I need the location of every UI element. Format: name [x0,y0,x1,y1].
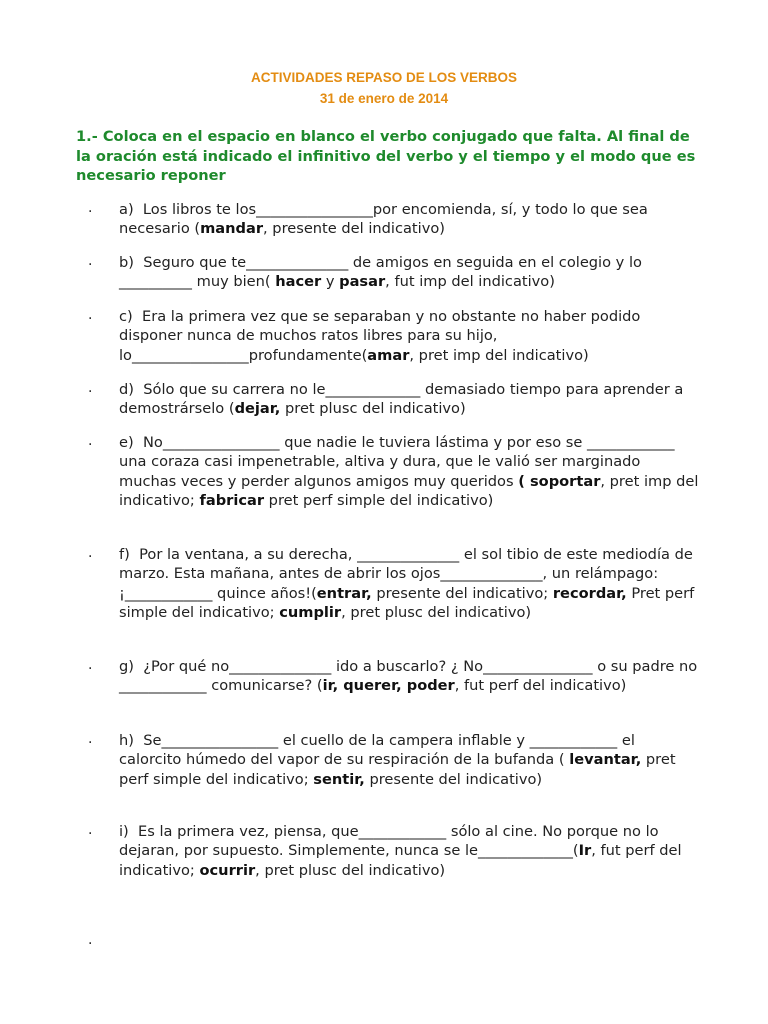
verb-infinitive: ( soportar [518,472,601,490]
document-title: ACTIVIDADES REPASO DE LOS VERBOS [250,70,518,85]
item-label: f) [119,546,130,563]
item-text: Por la ventana, a su derecha, ______________ el sol tibio de este mediodía de marzo. Esta mañana, antes de abrir los ojos______________, un relámpago: ¡____________ quince años!( [119,546,693,602]
item-label: g) [119,658,134,675]
verb-infinitive: sentir, [313,770,365,788]
exercise-instruction: 1.- Coloca en el espacio en blanco el verbo conjugado que falta. Al final de la oración está indicado el infinitivo del verbo y el tiempo y el modo que es necesario reponer [76,128,696,184]
exercise-item [119,433,699,510]
item-text: , fut perf del indicativo; [119,842,682,879]
verb-infinitive: ocurrir [199,861,256,879]
item-text: presente del indicativo; [371,584,553,602]
verb-infinitive: entrar, [316,584,372,602]
verb-infinitive: mandar [200,220,264,238]
verb-infinitive: ir, querer, poder [322,677,455,695]
item-text: , presente del indicativo) [263,220,445,238]
exercise-item [119,731,699,789]
list-bullet: . [88,545,93,561]
verb-infinitive: recordar, [552,584,627,602]
item-text: pret perf simple del indicativo) [264,491,494,509]
item-text: presente del indicativo) [364,770,543,788]
list-bullet: . [88,433,93,449]
item-text: No________________ que nadie le tuviera lástima y por eso se ____________ una coraza casi impenetrable, altiva y dura, que le valió ser marginado muchas veces y perder algunos amigos muy queridos [119,434,675,490]
verb-infinitive: pasar [339,273,386,291]
item-text: Los libros te los________________por encomienda, sí, y todo lo que sea necesario ( [119,201,648,238]
exercise-item [119,253,699,292]
item-label: b) [119,254,134,271]
list-bullet: . [88,253,93,269]
list-bullet: . [88,731,93,747]
exercise-item [119,545,699,622]
item-label: e) [119,434,134,451]
item-text: Es la primera vez, piensa, que____________ sólo al cine. No porque no lo dejaran, por supuesto. Simplemente, nunca se le_____________( [119,823,659,860]
item-label: d) [119,381,134,398]
list-bullet: . [88,822,93,838]
item-text: pret perf simple del indicativo; [119,751,676,788]
verb-infinitive: Ir [578,842,592,860]
item-text: Era la primera vez que se separaban y no obstante no haber podido disponer nunca de muchos ratos libres para su hijo, lo________________profundamente( [119,308,641,364]
item-text: ¿Por qué no______________ ido a buscarlo? ¿ No_______________ o su padre no ____________ comunicarse? ( [119,658,698,695]
verb-infinitive: dejar, [234,400,281,418]
item-label: c) [119,308,133,325]
exercise-item [119,657,699,696]
list-bullet: . [88,932,93,948]
exercise-item [119,200,699,239]
item-text: , fut imp del indicativo) [385,273,555,291]
item-text: Sólo que su carrera no le_____________ demasiado tiempo para aprender a demostrárselo ( [119,381,684,418]
document-date: 31 de enero de 2014 [319,91,449,106]
item-label: a) [119,201,134,218]
item-text: , pret plusc del indicativo) [255,861,446,879]
exercise-item [119,380,699,419]
item-text: Seguro que te______________ de amigos en seguida en el colegio y lo __________ muy bien( [119,254,642,291]
item-text: Se________________ el cuello de la campera inflable y ____________ el calorcito húmedo del vapor de su respiración de la bufanda ( [119,732,635,769]
item-label: i) [119,823,129,840]
verb-infinitive: levantar, [569,751,642,769]
item-text: pret plusc del indicativo) [280,400,466,418]
item-text: , pret imp del indicativo) [409,346,589,364]
item-text: Pret perf simple del indicativo; [119,584,695,621]
item-text: y [321,273,340,291]
item-label: h) [119,732,134,749]
list-bullet: . [88,200,93,216]
item-text: , fut perf del indicativo) [454,677,627,695]
item-text: , pret plusc del indicativo) [341,603,532,621]
verb-infinitive: amar [367,346,410,364]
exercise-item [119,307,699,365]
item-text: , pret imp del indicativo; [119,472,699,509]
list-bullet: . [88,380,93,396]
list-bullet: . [88,657,93,673]
verb-infinitive: hacer [275,273,322,291]
verb-infinitive: fabricar [199,491,265,509]
exercise-item [119,822,699,880]
verb-infinitive: cumplir [279,603,342,621]
list-bullet: . [88,307,93,323]
